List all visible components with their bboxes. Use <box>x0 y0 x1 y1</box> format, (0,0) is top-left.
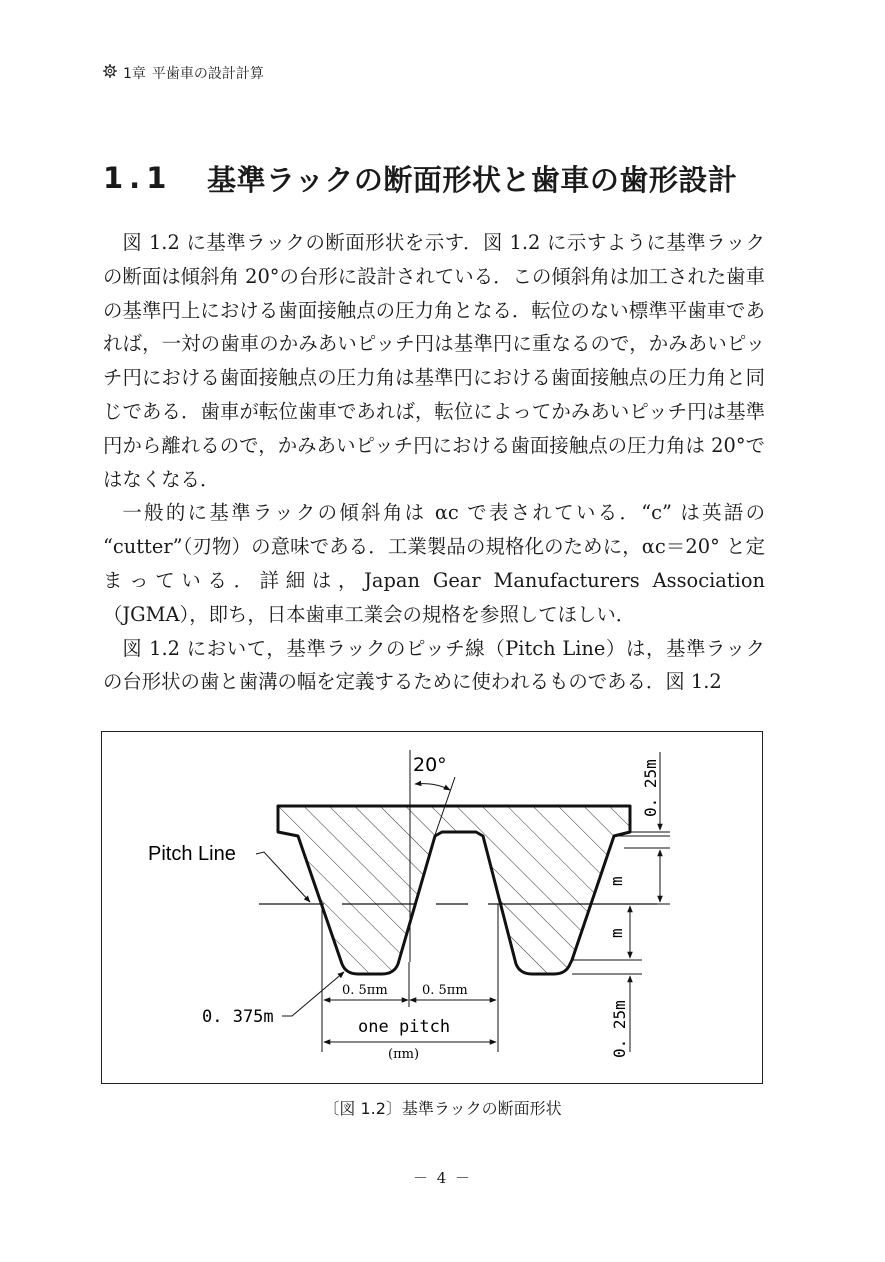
figure-caption: 〔図 1.2〕基準ラックの断面形状 <box>323 1099 562 1118</box>
angle-label: 20° <box>413 754 447 776</box>
bottom-clearance-label: 0. 25m <box>610 1000 629 1058</box>
top-clearance-label: 0. 25m <box>641 759 660 817</box>
page-number: － 4 － <box>412 1169 473 1187</box>
paragraph: 一般的に基準ラックの傾斜角は αc で表されている．“c” は英語の “cutter”（刃物）の意味である．工業製品の規格化のために，αc＝20° と定まっている．詳細は，Japan Gear Manufacturers Association（JGMA），即ち，日本歯車工業会の規格を参照してほしい． <box>103 501 765 626</box>
figure-frame <box>101 731 763 1084</box>
pi-m-label: (πm) <box>388 1047 420 1062</box>
rack-profile <box>278 806 630 974</box>
one-pitch-label: one pitch <box>358 1017 451 1037</box>
section-number: 1.1 <box>103 161 173 195</box>
m-lower-label: m <box>607 928 626 938</box>
running-header <box>103 62 264 84</box>
rack-diagram <box>102 732 762 1083</box>
paragraph: 図 1.2 に基準ラックの断面形状を示す．図 1.2 に示すように基準ラックの断面は傾斜角 20°の台形に設計されている．この傾斜角は加工された歯車の基準円上における歯面接触点の圧力角となる．転位のない標準平歯車であれば，一対の歯車のかみあいピッチ円は基準円に重なるので，かみあいピッチ円における歯面接触点の圧力角は基準円における歯面接触点の圧力角と同じである．歯車が転位歯車であれば，転位によってかみあいピッチ円は基準円から離れるので，かみあいピッチ円における歯面接触点の圧力角は 20°ではなくなる． <box>103 231 765 491</box>
half-pitch-left-label: 0. 5πm <box>342 983 388 998</box>
half-pitch-right-label: 0. 5πm <box>422 983 468 998</box>
m-upper-label: m <box>607 876 626 886</box>
tip-radius-label: 0. 375m <box>202 1007 274 1027</box>
gear-icon <box>103 64 117 82</box>
section-heading: 基準ラックの断面形状と歯車の歯形設計 <box>207 162 738 197</box>
section-title <box>103 154 737 202</box>
chapter-title: 平歯車の設計計算 <box>151 66 264 82</box>
pitch-line-label: Pitch Line <box>148 843 236 865</box>
body-text <box>103 226 765 699</box>
chapter-number: 1章 <box>123 66 146 82</box>
paragraph: 図 1.2 において，基準ラックのピッチ線（Pitch Line）は，基準ラックの台形状の歯と歯溝の幅を定義するために使われるものである．図 1.2 <box>103 636 765 694</box>
